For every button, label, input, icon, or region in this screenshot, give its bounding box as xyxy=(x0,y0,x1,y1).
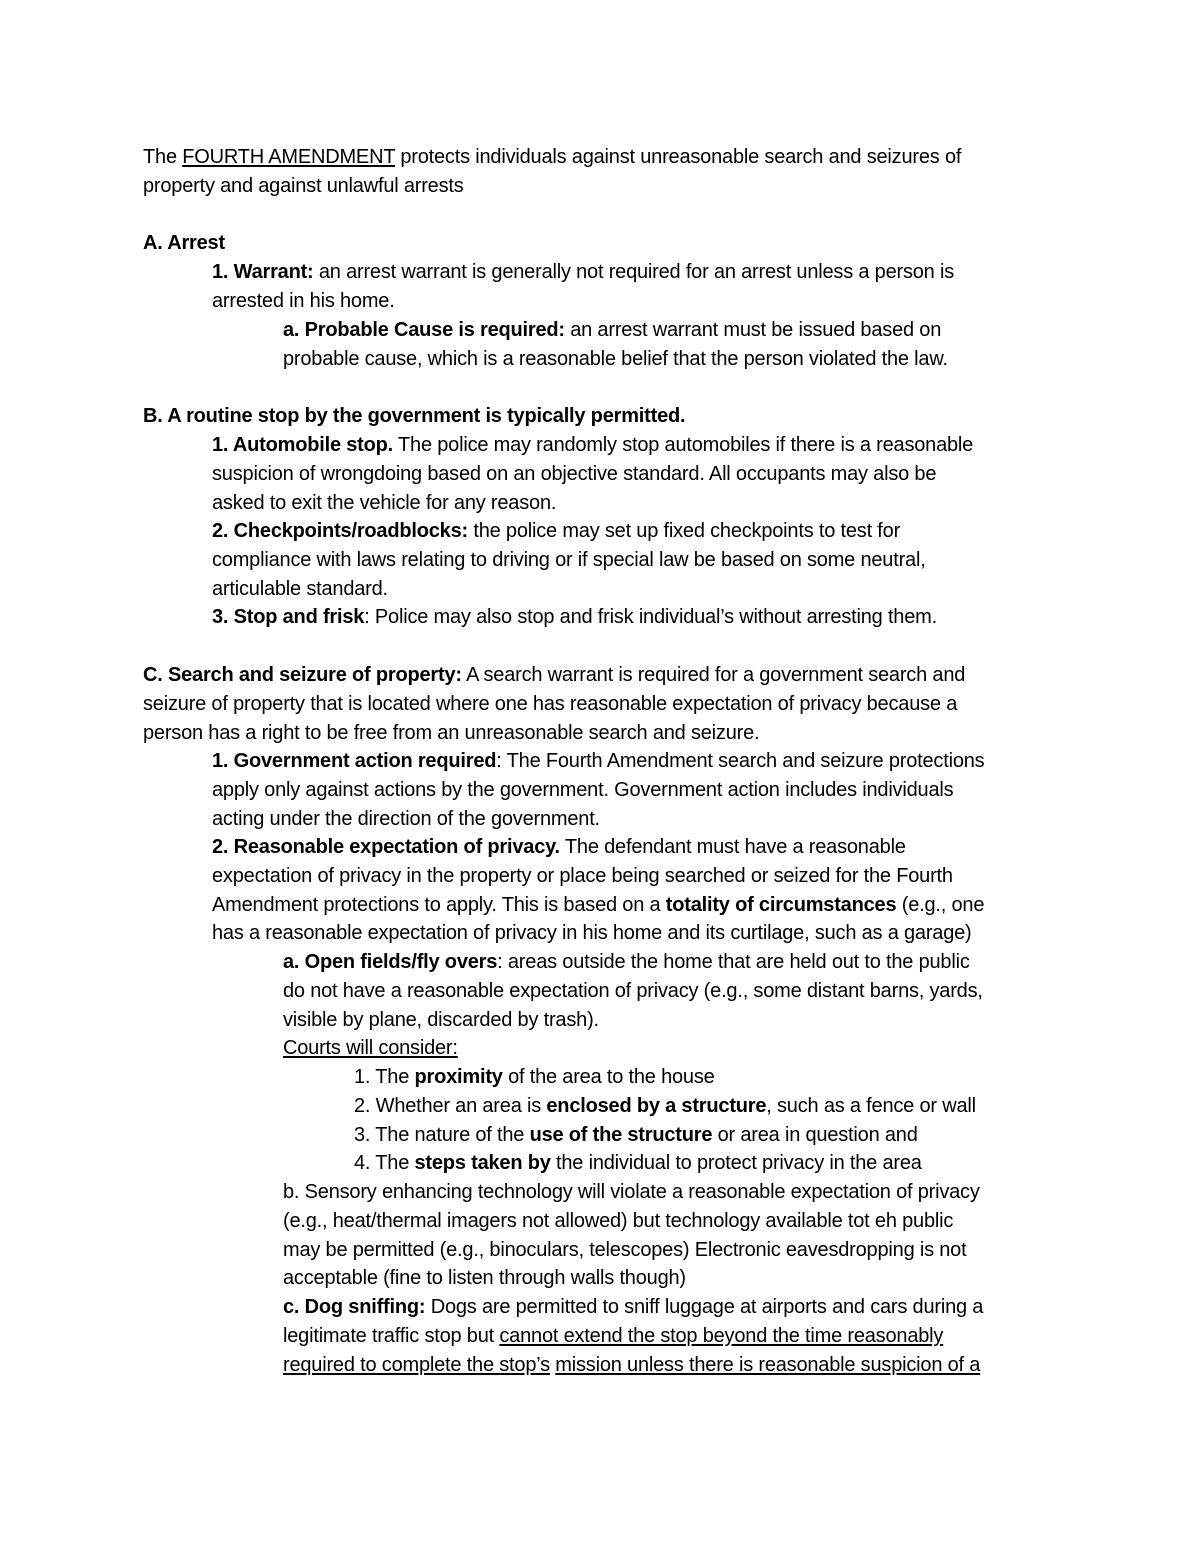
heading-text: A. Arrest xyxy=(143,232,225,254)
text-line: compliance with laws relating to driving or if special law be based on some neutral, xyxy=(212,548,926,571)
fourth-amendment-term: FOURTH AMENDMENT xyxy=(182,146,395,168)
courts-consider-list xyxy=(354,1063,976,1178)
text-run: legitimate traffic stop but xyxy=(283,1324,500,1347)
text-line: suspicion of wrongdoing based on an objective standard. All occupants may also be xyxy=(212,462,937,485)
section-c-item-1 xyxy=(212,747,984,833)
courts-consider-label: Courts will consider: xyxy=(283,1037,458,1060)
item-label: 1. Government action required xyxy=(212,750,497,772)
text-run: Dogs are permitted to sniff luggage at airports and cars during a xyxy=(425,1296,984,1318)
text-line: asked to exit the vehicle for any reason. xyxy=(212,491,557,514)
item-label: a. Open fields/fly overs xyxy=(283,951,498,973)
bold-term: totality of circumstances xyxy=(665,893,897,916)
section-c-subitem-c xyxy=(283,1293,983,1379)
text-line: visible by plane, discarded by trash). xyxy=(283,1008,599,1031)
section-a-heading xyxy=(143,229,225,258)
text-run: the police may set up fixed checkpoints to test for xyxy=(467,520,901,542)
list-item: 3. The nature of the use of the structure or area in question and xyxy=(354,1123,918,1146)
text-run: (e.g., one xyxy=(896,893,985,916)
text-run: : areas outside the home that are held out to the public xyxy=(497,951,970,973)
underlined-text: required to complete the stop’s xyxy=(283,1353,550,1376)
text-line: has a reasonable expectation of privacy in his home and its curtilage, such as a garage) xyxy=(212,922,972,945)
text-line: expectation of privacy in the property or place being searched or seized for the Fourth xyxy=(212,864,953,887)
list-item: 1. The proximity of the area to the house xyxy=(354,1066,715,1088)
section-c-subitem-a xyxy=(283,948,983,1063)
text-run: A search warrant is required for a government search and xyxy=(461,664,966,686)
text-line: seizure of property that is located where one has reasonable expectation of privacy because a xyxy=(143,692,958,715)
underlined-text: cannot extend the stop beyond the time reasonably xyxy=(499,1324,944,1347)
text-line: articulable standard. xyxy=(212,577,388,600)
text-line: may be permitted (e.g., binoculars, telescopes) Electronic eavesdropping is not xyxy=(283,1238,967,1261)
text-line: (e.g., heat/thermal imagers not allowed) but technology available tot eh public xyxy=(283,1209,954,1232)
item-label: c. Dog sniffing: xyxy=(283,1296,426,1318)
text-run: protects individuals against unreasonable search and seizures of xyxy=(394,146,962,168)
text-line: acting under the direction of the government. xyxy=(212,807,600,830)
item-label: 2. Checkpoints/roadblocks: xyxy=(212,520,468,542)
intro-line xyxy=(143,143,961,172)
text-run: The defendant must have a reasonable xyxy=(559,836,906,858)
item-label: C. Search and seizure of property: xyxy=(143,664,462,686)
section-b-item-1 xyxy=(212,431,973,517)
intro-line: property and against unlawful arrests xyxy=(143,174,464,197)
text-run: The xyxy=(143,146,183,168)
item-label: 2. Reasonable expectation of privacy. xyxy=(212,836,560,858)
section-a-subitem-a xyxy=(283,316,948,374)
underlined-text: mission unless there is reasonable suspicion of a xyxy=(555,1353,981,1376)
item-label: 3. Stop and frisk xyxy=(212,606,365,628)
heading-text: B. A routine stop by the government is typically permitted. xyxy=(143,405,686,427)
text-run: : Police may also stop and frisk individual’s without arresting them. xyxy=(364,606,937,628)
text-line: arrested in his home. xyxy=(212,289,395,312)
section-c-subitem-b xyxy=(283,1178,980,1293)
text-run: an arrest warrant is generally not required for an arrest unless a person is xyxy=(313,261,955,283)
text-line: apply only against actions by the government. Government action includes individuals xyxy=(212,778,954,801)
text-line: b. Sensory enhancing technology will violate a reasonable expectation of privacy xyxy=(283,1181,980,1203)
section-c-item-2 xyxy=(212,833,984,948)
list-item: 4. The steps taken by the individual to protect privacy in the area xyxy=(354,1152,922,1175)
text-line: do not have a reasonable expectation of privacy (e.g., some distant barns, yards, xyxy=(283,979,983,1002)
text-run: The police may randomly stop automobiles if there is a reasonable xyxy=(393,434,974,456)
section-b-item-3 xyxy=(212,603,937,632)
text-line: acceptable (fine to listen through walls though) xyxy=(283,1267,686,1290)
text-run: Amendment protections to apply. This is based on a xyxy=(212,893,666,916)
section-b-heading xyxy=(143,402,685,431)
item-label: 1. Automobile stop. xyxy=(212,434,394,456)
section-a-item-1 xyxy=(212,258,954,316)
item-label: 1. Warrant: xyxy=(212,261,314,283)
section-c-heading xyxy=(143,661,965,747)
text-run: : The Fourth Amendment search and seizure protections xyxy=(496,750,985,772)
intro-paragraph xyxy=(143,143,961,201)
section-b-item-2 xyxy=(212,517,926,603)
text-line: person has a right to be free from an unreasonable search and seizure. xyxy=(143,721,760,744)
item-label: a. Probable Cause is required: xyxy=(283,319,565,341)
text-line: probable cause, which is a reasonable belief that the person violated the law. xyxy=(283,347,948,370)
text-run: an arrest warrant must be issued based on xyxy=(564,319,942,341)
list-item: 2. Whether an area is enclosed by a structure, such as a fence or wall xyxy=(354,1094,976,1117)
